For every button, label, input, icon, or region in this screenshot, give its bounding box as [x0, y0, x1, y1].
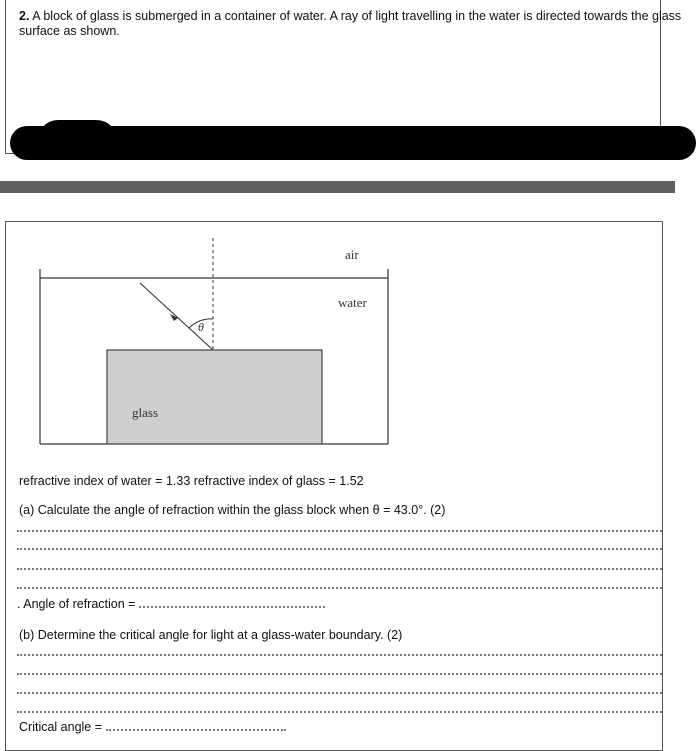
label-glass: glass	[132, 405, 158, 420]
glass-block	[107, 350, 322, 444]
label-air: air	[345, 247, 359, 262]
label-theta: θ	[198, 320, 204, 334]
incident-ray	[140, 283, 213, 350]
part-b-answer-row	[19, 720, 286, 734]
part-a-prompt: (a) Calculate the angle of refraction within the glass block when θ = 43.0°. (2)	[19, 503, 446, 517]
answer-line-b4[interactable]	[17, 711, 662, 713]
part-b-prompt: (b) Determine the critical angle for light at a glass-water boundary. (2)	[19, 628, 403, 642]
answer-line-b3[interactable]	[17, 692, 662, 694]
part-a-answer-blank[interactable]	[139, 597, 325, 608]
question-line-2: surface as shown.	[19, 24, 120, 38]
part-b-answer-label: Critical angle =	[19, 720, 106, 734]
part-a-answer-label: . Angle of refraction =	[17, 597, 139, 611]
label-water: water	[338, 295, 367, 310]
answer-line-a1[interactable]	[17, 530, 662, 532]
question-number: 2.	[19, 9, 30, 23]
answer-line-a4[interactable]	[17, 587, 662, 589]
ray-arrowhead	[170, 314, 178, 321]
answer-line-a2[interactable]	[17, 548, 662, 550]
answer-line-b1[interactable]	[17, 654, 662, 656]
part-b-answer-blank[interactable]	[106, 720, 286, 731]
answer-line-b2[interactable]	[17, 673, 662, 675]
refractive-indices-text: refractive index of water = 1.33 refractive index of glass = 1.52	[19, 474, 364, 488]
part-a-answer-row	[17, 597, 325, 611]
question-text-1: A block of glass is submerged in a container of water. A ray of light travelling in the water is directed towards the glass	[29, 9, 682, 23]
answer-line-a3[interactable]	[17, 568, 662, 570]
